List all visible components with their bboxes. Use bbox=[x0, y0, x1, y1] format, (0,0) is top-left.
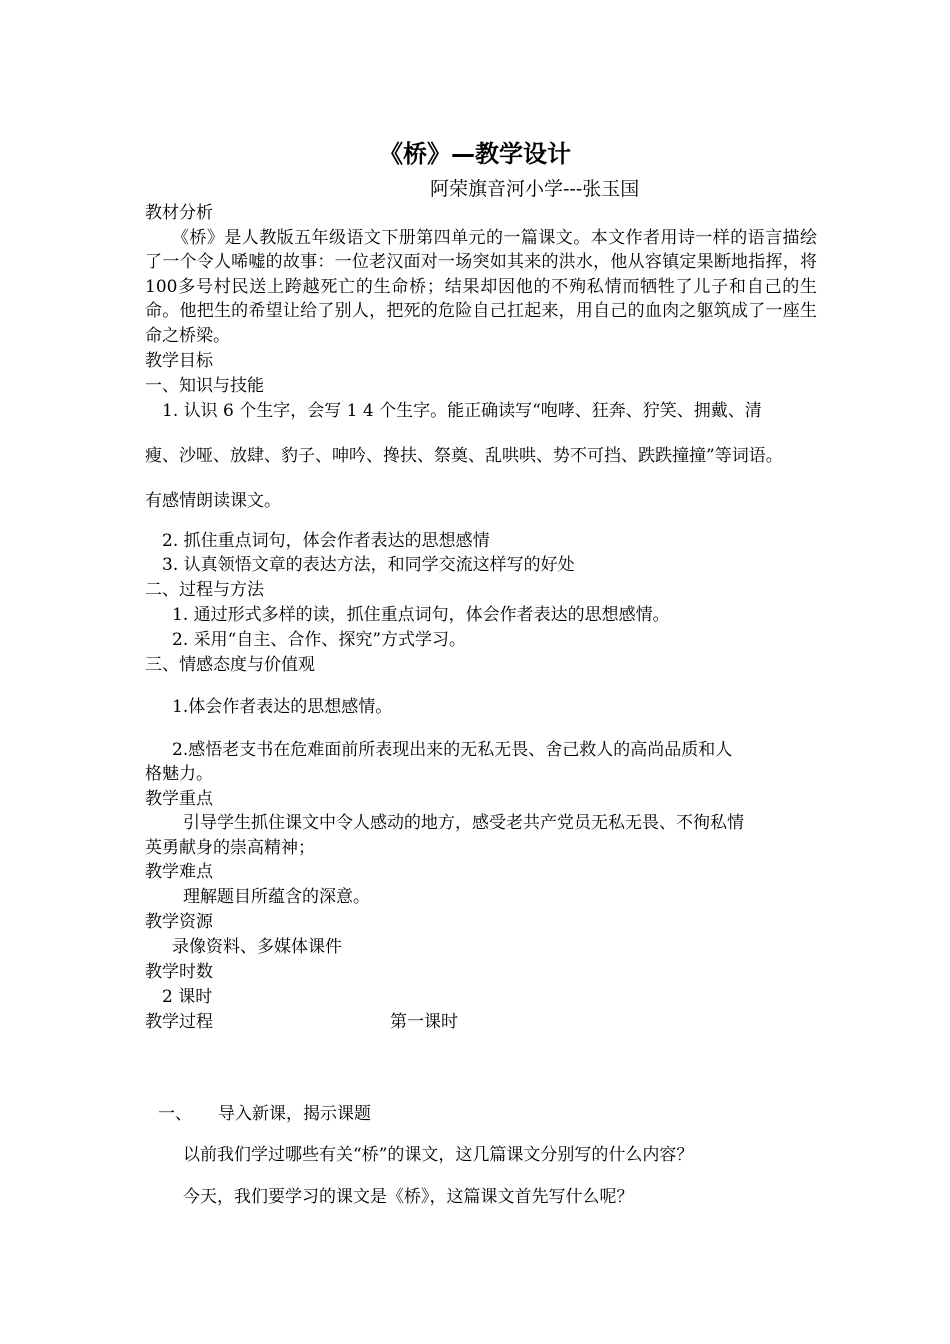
goal-3-2-line-a: 2.感悟老支书在危难面前所表现出来的无私无畏、舍己救人的高尚品质和人 bbox=[172, 740, 733, 760]
resources-text: 录像资料、多媒体课件 bbox=[172, 937, 342, 957]
heading-resources: 教学资源 bbox=[145, 912, 213, 932]
heading-analysis: 教材分析 bbox=[145, 203, 213, 223]
question-2: 今天，我们要学习的课文是《桥》，这篇课文首先写什么呢？ bbox=[183, 1187, 634, 1207]
lesson-label: 第一课时 bbox=[390, 1012, 458, 1032]
goal-1-1-line-b: 瘦、沙哑、放肆、豹子、呻吟、搀扶、祭奠、乱哄哄、势不可挡、跌跌撞撞”等词语。 bbox=[145, 446, 783, 466]
heading-hours: 教学时数 bbox=[145, 962, 213, 982]
heading-difficulties: 教学难点 bbox=[145, 862, 213, 882]
goal-3-2-line-b: 格魅力。 bbox=[145, 764, 213, 784]
question-1: 以前我们学过哪些有关“桥”的课文，这几篇课文分别写的什么内容？ bbox=[183, 1145, 694, 1165]
step-1-title: 导入新课，揭示课题 bbox=[218, 1104, 371, 1124]
author-line: 阿荣旗音河小学---张玉国 bbox=[430, 178, 640, 200]
goal-1-1-line-a: 1. 认识 6 个生字，会写 1 4 个生字。能正确读写“咆哮、狂奔、狞笑、拥戴、清 bbox=[162, 401, 762, 421]
goal-section-3-heading: 三、情感态度与价值观 bbox=[145, 655, 315, 675]
goal-1-3: 3. 认真领悟文章的表达方法，和同学交流这样写的好处 bbox=[162, 555, 575, 575]
key-points-line-a: 引导学生抓住课文中令人感动的地方，感受老共产党员无私无畏、不徇私情 bbox=[183, 813, 744, 833]
heading-key-points: 教学重点 bbox=[145, 789, 213, 809]
goal-3-1: 1.体会作者表达的思想感情。 bbox=[172, 697, 393, 717]
difficulties-text: 理解题目所蕴含的深意。 bbox=[183, 887, 370, 907]
goal-2-2: 2. 采用“自主、合作、探究”方式学习。 bbox=[172, 630, 467, 650]
hours-text: 2 课时 bbox=[162, 987, 213, 1007]
goal-1-1-line-c: 有感情朗读课文。 bbox=[145, 491, 281, 511]
heading-goals: 教学目标 bbox=[145, 351, 213, 371]
key-points-line-b: 英勇献身的崇高精神； bbox=[145, 838, 315, 858]
goal-1-2: 2. 抓住重点词句，体会作者表达的思想感情 bbox=[162, 531, 490, 551]
analysis-paragraph: 《桥》是人教版五年级语文下册第四单元的一篇课文。本文作者用诗一样的语言描绘了一个令人唏嘘的故事：一位老汉面对一场突如其来的洪水，他从容镇定果断地指挥，将100多号村民送上跨越死亡的生命桥；结果却因他的不殉私情而牺牲了儿子和自己的生命。他把生的希望让给了别人，把死的危险自己扛起来，用自己的血肉之躯筑成了一座生命之桥梁。 bbox=[145, 228, 817, 346]
step-1-number: 一、 bbox=[158, 1104, 192, 1124]
goal-section-1-heading: 一、知识与技能 bbox=[145, 376, 264, 396]
goal-section-2-heading: 二、过程与方法 bbox=[145, 580, 264, 600]
goal-2-1: 1. 通过形式多样的读，抓住重点词句，体会作者表达的思想感情。 bbox=[172, 605, 670, 625]
document-title: 《桥》—教学设计 bbox=[379, 140, 571, 168]
heading-process: 教学过程 bbox=[145, 1012, 213, 1032]
